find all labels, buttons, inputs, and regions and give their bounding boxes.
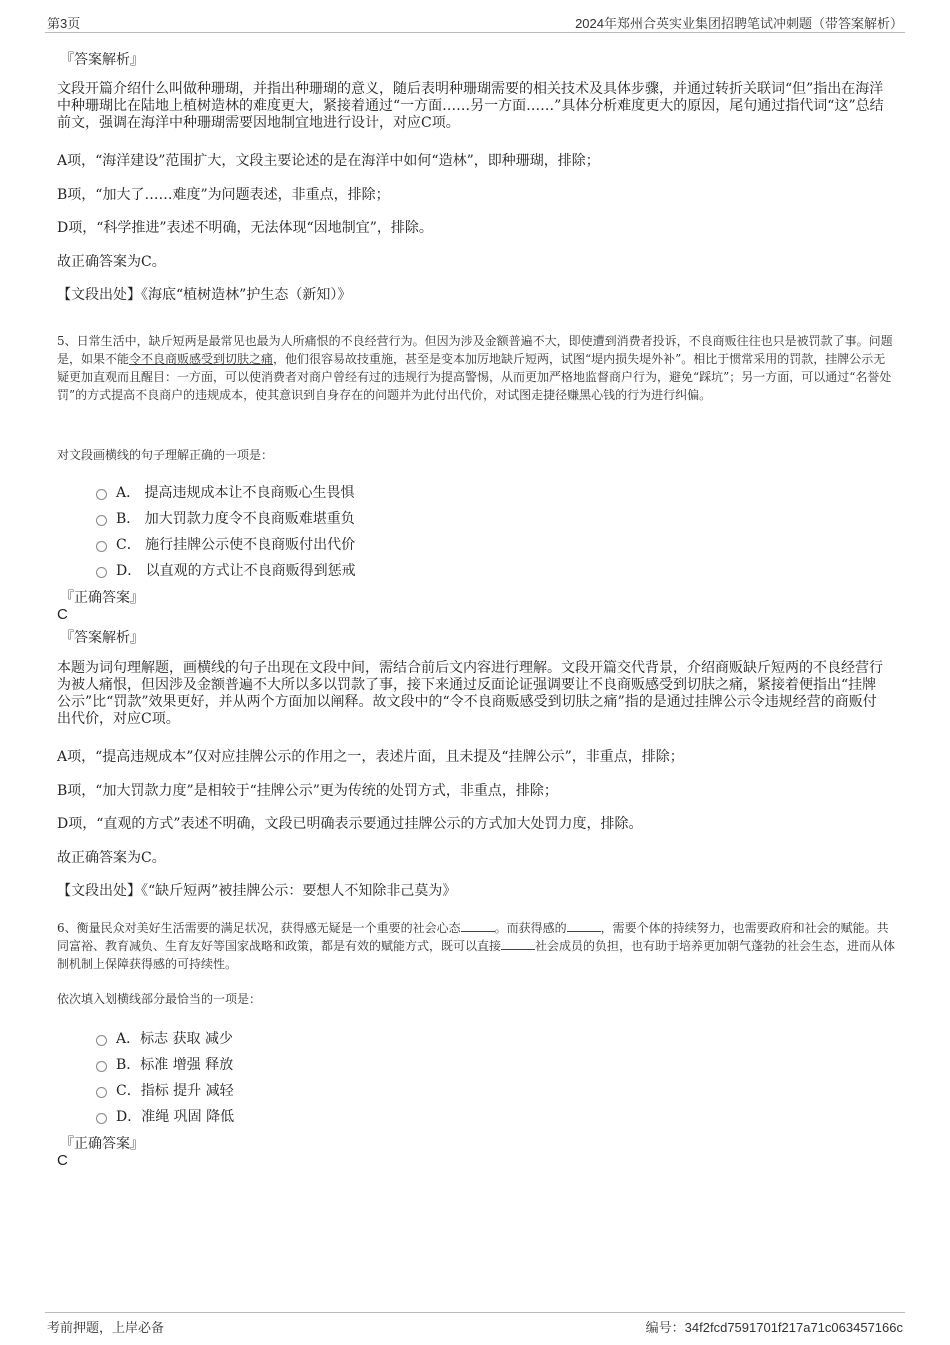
q5-option-a[interactable]: A． 提高违规成本让不良商贩心生畏惧 [96, 482, 355, 502]
underlined-sentence: 令不良商贩感受到切肤之痛 [129, 352, 274, 366]
question-6-prompt: 依次填入划横线部分最恰当的一项是： [57, 992, 262, 1006]
option-a-analysis: A项，“海洋建设”范围扩大，文段主要论述的是在海洋中如何“造林”，即种珊瑚，排除； [57, 153, 600, 169]
option-d-analysis: D项，“科学推进”表述不明确，无法体现“因地制宜”，排除。 [57, 220, 433, 236]
correct-answer-label: 『正确答案』 [60, 590, 144, 606]
footer-slogan: 考前押题，上岸必备 [47, 1320, 165, 1335]
option-a-analysis: A项，“提高违规成本”仅对应挂牌公示的作用之一，表述片面，且未提及“挂牌公示”，非重点，排除； [57, 749, 684, 765]
analysis-paragraph: 文段开篇介绍什么叫做种珊瑚，并指出种珊瑚的意义，随后表明种珊瑚需要的相关技术及具体步骤，并通过转折关联词“但”指出在海洋中种珊瑚比在陆地上植树造林的难度更大，紧接着通过“一方面……另一方面……”具体分析难度更大的原因，尾句通过指代词“这”总结前文，强调在海洋中种珊瑚需要因地制宜地进行设计，对应C项。 [57, 81, 884, 131]
q6-option-a[interactable]: A．标志 获取 减少 [96, 1028, 233, 1048]
radio-icon[interactable] [96, 1113, 107, 1124]
source-citation: 【文段出处】《海底“植树造林”护生态（新知）》 [57, 287, 352, 303]
correct-answer: C [57, 1152, 68, 1169]
q6-option-b[interactable]: B．标准 增强 释放 [96, 1054, 233, 1074]
document-title: 2024年郑州合英实业集团招聘笔试冲刺题（带答案解析） [575, 16, 903, 31]
blank-line [461, 919, 495, 932]
analysis-label: 『答案解析』 [60, 630, 144, 646]
q6-option-c[interactable]: C．指标 提升 减轻 [96, 1080, 234, 1100]
q5-option-d[interactable]: D． 以直观的方式让不良商贩得到惩戒 [96, 560, 356, 580]
conclusion: 故正确答案为C。 [57, 850, 166, 866]
option-d-analysis: D项，“直观的方式”表述不明确，文段已明确表示要通过挂牌公示的方式加大处罚力度，排除。 [57, 816, 643, 832]
page-footer [45, 1312, 905, 1335]
radio-icon[interactable] [96, 1087, 107, 1098]
document-id: 编号：34f2fcd7591701f217a71c063457166c [645, 1320, 903, 1335]
analysis-paragraph: 本题为词句理解题，画横线的句子出现在文段中间，需结合前后文内容进行理解。文段开篇交代背景，介绍商贩缺斤短两的不良经营行为被人痛恨，但因涉及金额普遍不大所以多以罚款了事，接下来通过反面论证强调要让不良商贩感受到切肤之痛，紧接着便指出“挂牌公示”比“罚款”效果更好，并从两个方面加以阐释。故文段中的“令不良商贩感受到切肤之痛”指的是通过挂牌公示令违规经营的商贩付出代价，对应C项。 [57, 660, 883, 727]
radio-icon[interactable] [96, 515, 107, 526]
question-5-prompt: 对文段画横线的句子理解正确的一项是： [57, 448, 274, 462]
q5-option-b[interactable]: B． 加大罚款力度令不良商贩难堪重负 [96, 508, 355, 528]
q6-option-d[interactable]: D．准绳 巩固 降低 [96, 1106, 234, 1126]
radio-icon[interactable] [96, 489, 107, 500]
radio-icon[interactable] [96, 541, 107, 552]
question-6-stem: 6、衡量民众对美好生活需要的满足状况，获得感无疑是一个重要的社会心态 。而获得感的 ，需要个体的持续努力，也需要政府和社会的赋能。共同富裕、教育减负、生育友好等国家战略和政策，都是有效的赋能方式，既可以直接 社会成员的负担，也有助于培养更加朝气蓬勃的社会生态，进而从体制机制上保障获得感的可持续性。 [57, 921, 896, 971]
page-number: 第3页 [47, 16, 81, 31]
source-citation: 【文段出处】《“缺斤短两”被挂牌公示：要想人不知除非己莫为》 [57, 883, 457, 899]
question-5-stem: 5、日常生活中，缺斤短两是最常见也最为人所痛恨的不良经营行为。但因为涉及金额普遍不大，即使遭到消费者投诉，不良商贩往往也只是被罚款了事。问题是，如果不能令不良商贩感受到切肤之痛，他们很容易故技重施，甚至是变本加厉地缺斤短两，试图“堤内损失堤外补”。相比于惯常采用的罚款，挂牌公示无疑更加直观而且醒目：一方面，可以使消费者对商户曾经有过的违规行为提高警惕，从而更加严格地监督商户行为，避免“踩坑”；另一方面，可以通过“名誉处罚”的方式提高不良商户的违规成本，使其意识到自身存在的问题并为此付出代价，对试图走捷径赚黑心钱的行为进行纠偏。 [57, 334, 893, 402]
radio-icon[interactable] [96, 1061, 107, 1072]
analysis-label: 『答案解析』 [60, 52, 144, 68]
correct-answer-label: 『正确答案』 [60, 1136, 144, 1152]
option-b-analysis: B项，“加大了……难度”为问题表述，非重点，排除； [57, 187, 390, 203]
blank-line [567, 919, 601, 932]
q5-option-c[interactable]: C． 施行挂牌公示使不良商贩付出代价 [96, 534, 355, 554]
radio-icon[interactable] [96, 567, 107, 578]
option-b-analysis: B项，“加大罚款力度”是相较于“挂牌公示”更为传统的处罚方式，非重点，排除； [57, 783, 558, 799]
correct-answer: C [57, 606, 68, 623]
conclusion: 故正确答案为C。 [57, 254, 166, 270]
blank-line [501, 937, 535, 950]
radio-icon[interactable] [96, 1035, 107, 1046]
page-header [45, 10, 905, 33]
